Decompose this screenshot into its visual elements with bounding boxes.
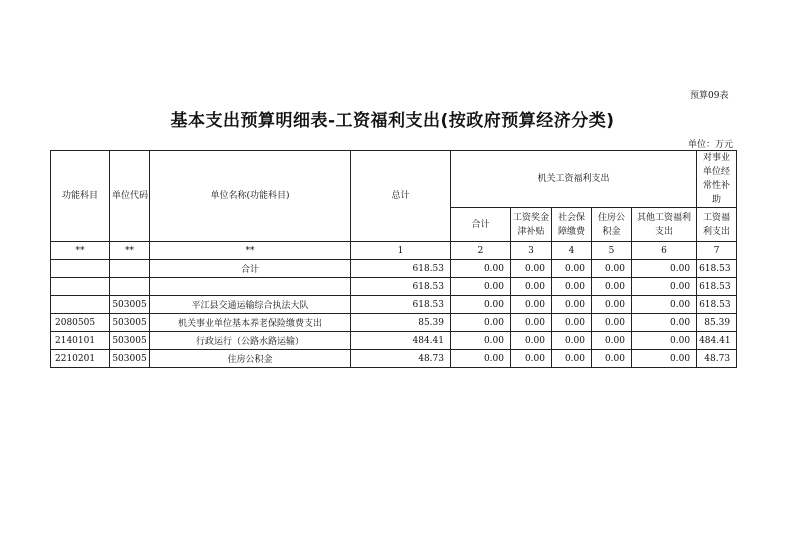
social-cell: 0.00 (552, 314, 592, 332)
unit-name-cell: 合计 (150, 260, 351, 278)
other-cell: 0.00 (632, 314, 697, 332)
func-code-cell: 2210201 (51, 350, 110, 368)
subtotal-cell: 0.00 (451, 260, 511, 278)
index-cell: 7 (697, 242, 737, 260)
housing-cell: 0.00 (592, 350, 632, 368)
unit-name-cell: 住房公积金 (150, 350, 351, 368)
other-cell: 0.00 (632, 278, 697, 296)
header-housing: 住房公积金 (592, 208, 632, 242)
subtotal-cell: 0.00 (451, 278, 511, 296)
header-func-code: 功能科目 (51, 151, 110, 242)
budget-table (50, 150, 737, 368)
unit-label: 单位：万元 (688, 140, 734, 150)
index-cell: 2 (451, 242, 511, 260)
salary-cell: 618.53 (697, 278, 737, 296)
housing-cell: 0.00 (592, 314, 632, 332)
header-social: 社会保障缴费 (552, 208, 592, 242)
table-row (51, 278, 737, 296)
unit-name-cell: 机关事业单位基本养老保险缴费支出 (150, 314, 351, 332)
table-row (51, 260, 737, 278)
total-cell: 618.53 (351, 296, 451, 314)
salary-cell: 618.53 (697, 260, 737, 278)
other-cell: 0.00 (632, 260, 697, 278)
social-cell: 0.00 (552, 260, 592, 278)
bonus-cell: 0.00 (511, 350, 552, 368)
housing-cell: 0.00 (592, 278, 632, 296)
table-row (51, 350, 737, 368)
page-title: 基本支出预算明细表-工资福利支出(按政府预算经济分类) (170, 111, 615, 131)
index-cell: 4 (552, 242, 592, 260)
social-cell: 0.00 (552, 296, 592, 314)
form-number: 预算09表 (690, 91, 729, 101)
total-cell: 85.39 (351, 314, 451, 332)
social-cell: 0.00 (552, 350, 592, 368)
table-row (51, 296, 737, 314)
unit-name-cell: 平江县交通运输综合执法大队 (150, 296, 351, 314)
header-row-1 (51, 151, 737, 208)
func-code-cell (51, 278, 110, 296)
housing-cell: 0.00 (592, 296, 632, 314)
header-total: 总计 (351, 151, 451, 242)
housing-cell: 0.00 (592, 260, 632, 278)
total-cell: 618.53 (351, 278, 451, 296)
total-cell: 484.41 (351, 332, 451, 350)
salary-cell: 618.53 (697, 296, 737, 314)
index-cell: ** (110, 242, 150, 260)
header-bonus: 工资奖金津补贴 (511, 208, 552, 242)
unit-code-cell (110, 278, 150, 296)
unit-name-cell: 行政运行（公路水路运输） (150, 332, 351, 350)
subtotal-cell: 0.00 (451, 314, 511, 332)
header-subtotal: 合计 (451, 208, 511, 242)
unit-code-cell: 503005 (110, 332, 150, 350)
social-cell: 0.00 (552, 278, 592, 296)
index-cell: ** (51, 242, 110, 260)
unit-code-cell: 503005 (110, 350, 150, 368)
housing-cell: 0.00 (592, 332, 632, 350)
header-salary: 工资福利支出 (697, 208, 737, 242)
index-cell: ** (150, 242, 351, 260)
salary-cell: 48.73 (697, 350, 737, 368)
unit-code-cell: 503005 (110, 314, 150, 332)
unit-name-cell (150, 278, 351, 296)
bonus-cell: 0.00 (511, 332, 552, 350)
func-code-cell: 2080505 (51, 314, 110, 332)
table-row (51, 332, 737, 350)
unit-code-cell: 503005 (110, 296, 150, 314)
social-cell: 0.00 (552, 332, 592, 350)
other-cell: 0.00 (632, 332, 697, 350)
total-cell: 48.73 (351, 350, 451, 368)
subtotal-cell: 0.00 (451, 296, 511, 314)
table-row (51, 314, 737, 332)
header-unit-name: 单位名称(功能科目) (150, 151, 351, 242)
index-cell: 3 (511, 242, 552, 260)
index-cell: 6 (632, 242, 697, 260)
index-cell: 5 (592, 242, 632, 260)
header-unit-code: 单位代码 (110, 151, 150, 242)
salary-cell: 484.41 (697, 332, 737, 350)
bonus-cell: 0.00 (511, 314, 552, 332)
bonus-cell: 0.00 (511, 260, 552, 278)
bonus-cell: 0.00 (511, 296, 552, 314)
func-code-cell (51, 260, 110, 278)
index-cell: 1 (351, 242, 451, 260)
func-code-cell (51, 296, 110, 314)
subtotal-cell: 0.00 (451, 350, 511, 368)
index-row (51, 242, 737, 260)
subtotal-cell: 0.00 (451, 332, 511, 350)
salary-cell: 85.39 (697, 314, 737, 332)
bonus-cell: 0.00 (511, 278, 552, 296)
total-cell: 618.53 (351, 260, 451, 278)
header-group-welfare: 机关工资福利支出 (451, 151, 697, 208)
header-subsidy-group: 对事业单位经常性补助 (697, 151, 737, 208)
header-other: 其他工资福利支出 (632, 208, 697, 242)
other-cell: 0.00 (632, 350, 697, 368)
func-code-cell: 2140101 (51, 332, 110, 350)
other-cell: 0.00 (632, 296, 697, 314)
unit-code-cell (110, 260, 150, 278)
